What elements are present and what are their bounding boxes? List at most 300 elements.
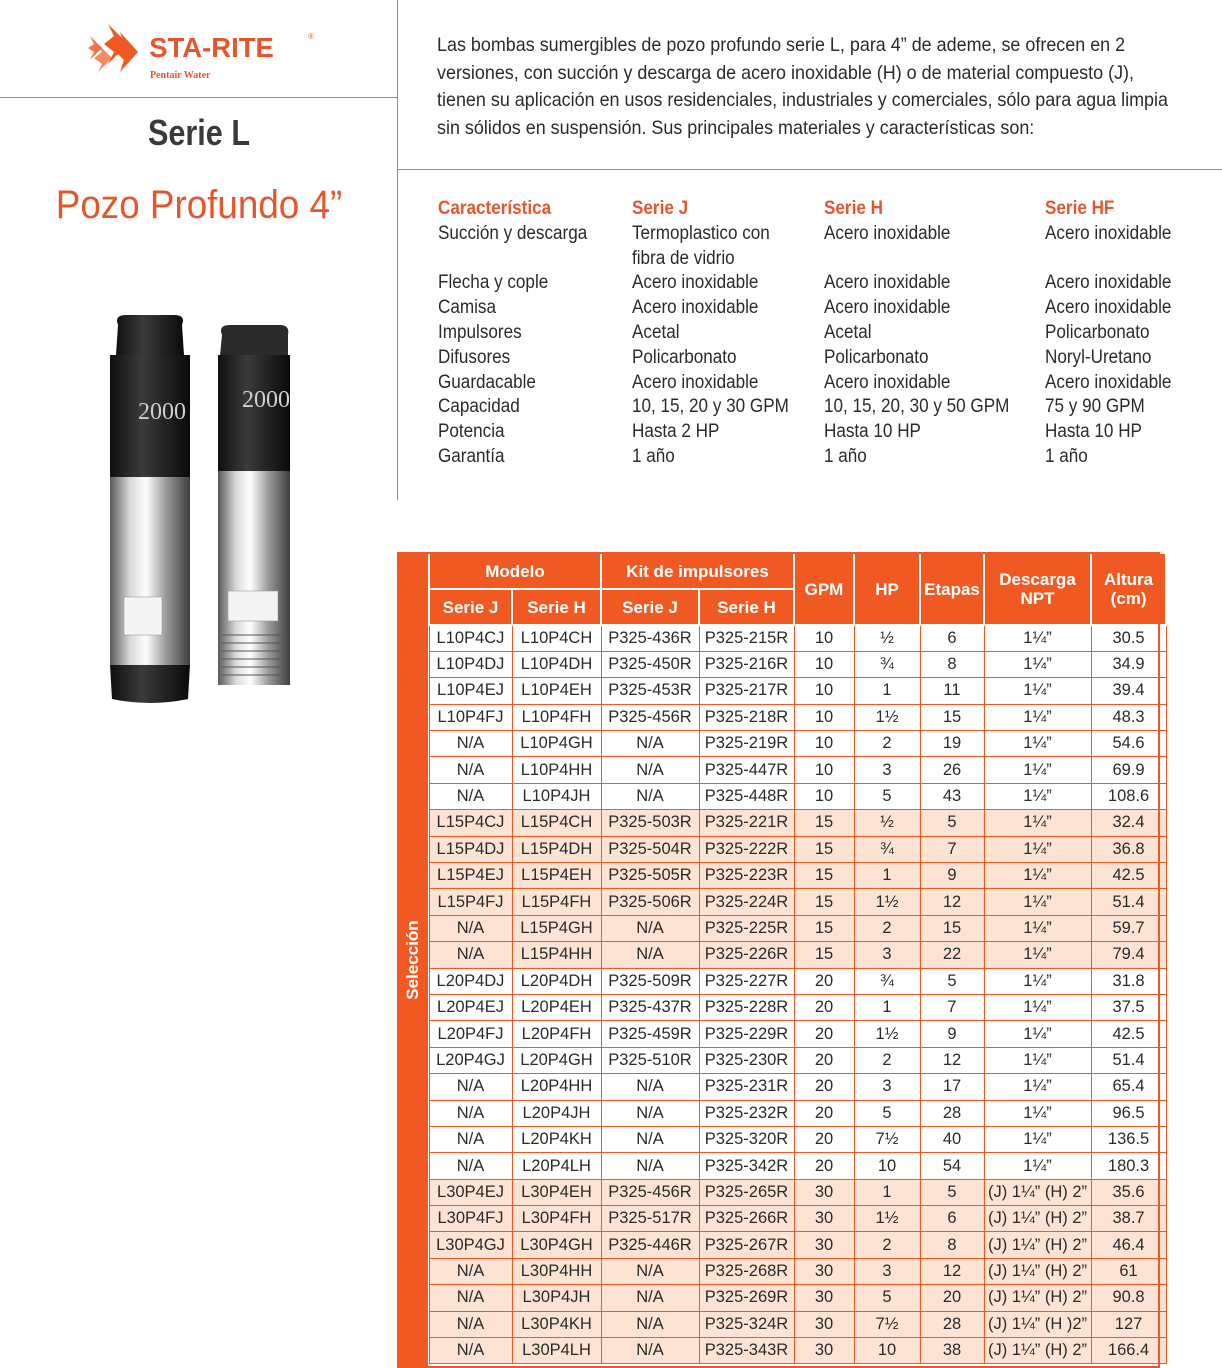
- cell-modelo-serie-h: L15P4CH: [512, 810, 601, 836]
- cell-kit-serie-j: P325-450R: [601, 651, 699, 677]
- cell-kit-serie-h: P325-267R: [699, 1232, 794, 1258]
- cell-kit-serie-h: P325-231R: [699, 1074, 794, 1100]
- char-header: Serie H: [824, 198, 883, 219]
- header-hp: HP: [854, 553, 920, 625]
- cell-altura: 48.3: [1091, 704, 1166, 730]
- cell-altura: 34.9: [1091, 651, 1166, 677]
- table-row: [429, 1311, 1166, 1337]
- char-label: Difusores: [438, 346, 511, 368]
- cell-kit-serie-j: N/A: [601, 783, 699, 809]
- cell-hp: 1: [854, 678, 920, 704]
- cell-hp: 7½: [854, 1311, 920, 1337]
- cell-hp: ¾: [854, 968, 920, 994]
- cell-kit-serie-h: P325-227R: [699, 968, 794, 994]
- cell-kit-serie-j: P325-503R: [601, 810, 699, 836]
- cell-gpm: 20: [794, 994, 854, 1020]
- char-label: Impulsores: [438, 321, 522, 343]
- cell-modelo-serie-h: L20P4FH: [512, 1021, 601, 1047]
- cell-kit-serie-j: N/A: [601, 1153, 699, 1179]
- cell-gpm: 30: [794, 1311, 854, 1337]
- char-col-serie-j: [632, 197, 789, 470]
- table-row: [429, 836, 1166, 862]
- cell-etapas: 28: [920, 1311, 984, 1337]
- char-label: Flecha y cople: [438, 272, 549, 294]
- cell-gpm: 10: [794, 651, 854, 677]
- cell-hp: 3: [854, 1074, 920, 1100]
- cell-kit-serie-h: P325-221R: [699, 810, 794, 836]
- char-col-serie-h: [824, 197, 1009, 470]
- cell-gpm: 20: [794, 1100, 854, 1126]
- cell-modelo-serie-j: N/A: [429, 757, 512, 783]
- table-row: [429, 783, 1166, 809]
- cell-kit-serie-h: P325-215R: [699, 625, 794, 651]
- cell-descarga: 1¼”: [984, 678, 1091, 704]
- table-row: [429, 1258, 1166, 1284]
- cell-descarga: (J) 1¼” (H) 2”: [984, 1258, 1091, 1284]
- cell-altura: 36.8: [1091, 836, 1166, 862]
- cell-etapas: 26: [920, 757, 984, 783]
- cell-hp: 1½: [854, 1021, 920, 1047]
- pump-right-label: 2000: [242, 387, 290, 413]
- brand-name: STA-RITE: [149, 32, 274, 63]
- cell-modelo-serie-j: L10P4FJ: [429, 704, 512, 730]
- cell-etapas: 11: [920, 678, 984, 704]
- cell-gpm: 20: [794, 968, 854, 994]
- cell-kit-serie-j: P325-506R: [601, 889, 699, 915]
- cell-modelo-serie-j: N/A: [429, 1100, 512, 1126]
- cell-modelo-serie-j: N/A: [429, 731, 512, 757]
- char-value: Policarbonato: [632, 346, 737, 368]
- cell-hp: 2: [854, 915, 920, 941]
- cell-gpm: 10: [794, 704, 854, 730]
- cell-hp: 3: [854, 942, 920, 968]
- char-value: Acero inoxidable: [1045, 272, 1172, 294]
- char-value: Acetal: [632, 321, 680, 343]
- cell-hp: 2: [854, 1232, 920, 1258]
- cell-modelo-serie-h: L30P4HH: [512, 1258, 601, 1284]
- cell-hp: 1: [854, 994, 920, 1020]
- cell-kit-serie-j: P325-436R: [601, 625, 699, 651]
- logo-mark-icon: [84, 24, 144, 80]
- cell-kit-serie-h: P325-448R: [699, 783, 794, 809]
- cell-kit-serie-j: P325-456R: [601, 704, 699, 730]
- cell-kit-serie-h: P325-230R: [699, 1047, 794, 1073]
- cell-altura: 31.8: [1091, 968, 1166, 994]
- cell-kit-serie-j: P325-509R: [601, 968, 699, 994]
- vertical-divider: [397, 0, 398, 500]
- cell-modelo-serie-j: L30P4EJ: [429, 1179, 512, 1205]
- selection-table: [428, 552, 1167, 1364]
- char-value: Acero inoxidable: [1045, 371, 1172, 393]
- char-col-serie-hf: [1045, 197, 1171, 470]
- left-horizontal-divider: [0, 97, 398, 98]
- cell-modelo-serie-h: L30P4JH: [512, 1285, 601, 1311]
- cell-hp: ½: [854, 810, 920, 836]
- cell-modelo-serie-j: L10P4EJ: [429, 678, 512, 704]
- cell-kit-serie-j: N/A: [601, 1126, 699, 1152]
- cell-modelo-serie-h: L30P4EH: [512, 1179, 601, 1205]
- cell-altura: 90.8: [1091, 1285, 1166, 1311]
- cell-kit-serie-h: P325-447R: [699, 757, 794, 783]
- cell-modelo-serie-h: L20P4GH: [512, 1047, 601, 1073]
- cell-kit-serie-h: P325-343R: [699, 1338, 794, 1364]
- cell-gpm: 10: [794, 731, 854, 757]
- cell-altura: 59.7: [1091, 915, 1166, 941]
- cell-modelo-serie-h: L20P4DH: [512, 968, 601, 994]
- cell-hp: 1: [854, 863, 920, 889]
- cell-altura: 166.4: [1091, 1338, 1166, 1364]
- cell-descarga: 1¼”: [984, 1021, 1091, 1047]
- cell-kit-serie-j: N/A: [601, 1074, 699, 1100]
- pump-left: [110, 315, 190, 703]
- cell-descarga: (J) 1¼” (H )2”: [984, 1311, 1091, 1337]
- header-kit-serie-j: Serie J: [601, 589, 699, 625]
- cell-hp: 10: [854, 1338, 920, 1364]
- cell-modelo-serie-j: L15P4EJ: [429, 863, 512, 889]
- cell-hp: 2: [854, 731, 920, 757]
- cell-altura: 38.7: [1091, 1206, 1166, 1232]
- table-row: [429, 757, 1166, 783]
- table-row: [429, 1047, 1166, 1073]
- table-row: [429, 678, 1166, 704]
- char-value: Acero inoxidable: [824, 371, 951, 393]
- cell-modelo-serie-j: N/A: [429, 1074, 512, 1100]
- cell-gpm: 20: [794, 1126, 854, 1152]
- cell-gpm: 10: [794, 783, 854, 809]
- table-row: [429, 968, 1166, 994]
- cell-modelo-serie-h: L10P4GH: [512, 731, 601, 757]
- table-row: [429, 1206, 1166, 1232]
- cell-descarga: 1¼”: [984, 1047, 1091, 1073]
- cell-kit-serie-j: P325-505R: [601, 863, 699, 889]
- cell-descarga: 1¼”: [984, 731, 1091, 757]
- cell-descarga: 1¼”: [984, 863, 1091, 889]
- cell-etapas: 15: [920, 915, 984, 941]
- table-row: [429, 1338, 1166, 1364]
- char-col-caracteristica: [438, 197, 587, 470]
- cell-altura: 127: [1091, 1311, 1166, 1337]
- cell-altura: 180.3: [1091, 1153, 1166, 1179]
- cell-kit-serie-h: P325-265R: [699, 1179, 794, 1205]
- cell-descarga: 1¼”: [984, 757, 1091, 783]
- cell-kit-serie-h: P325-324R: [699, 1311, 794, 1337]
- cell-gpm: 15: [794, 836, 854, 862]
- cell-descarga: 1¼”: [984, 942, 1091, 968]
- cell-modelo-serie-h: L20P4JH: [512, 1100, 601, 1126]
- cell-modelo-serie-j: N/A: [429, 1153, 512, 1179]
- char-value: Policarbonato: [1045, 321, 1150, 343]
- cell-kit-serie-j: N/A: [601, 731, 699, 757]
- cell-kit-serie-j: N/A: [601, 1285, 699, 1311]
- cell-hp: 3: [854, 757, 920, 783]
- cell-altura: 69.9: [1091, 757, 1166, 783]
- cell-etapas: 6: [920, 1206, 984, 1232]
- cell-hp: 1½: [854, 1206, 920, 1232]
- cell-modelo-serie-j: N/A: [429, 1285, 512, 1311]
- serie-title: Serie L: [147, 112, 251, 153]
- cell-gpm: 20: [794, 1074, 854, 1100]
- cell-modelo-serie-h: L30P4FH: [512, 1206, 601, 1232]
- cell-etapas: 5: [920, 810, 984, 836]
- seleccion-label-text: Selección: [402, 920, 422, 1000]
- selection-table-body: [429, 625, 1166, 1364]
- cell-descarga: (J) 1¼” (H) 2”: [984, 1179, 1091, 1205]
- cell-kit-serie-j: N/A: [601, 1338, 699, 1364]
- cell-etapas: 40: [920, 1126, 984, 1152]
- char-value: Hasta 10 HP: [1045, 421, 1142, 443]
- header-altura: Altura (cm): [1091, 553, 1166, 625]
- cell-modelo-serie-j: L20P4EJ: [429, 994, 512, 1020]
- cell-kit-serie-j: N/A: [601, 1311, 699, 1337]
- cell-kit-serie-j: N/A: [601, 942, 699, 968]
- cell-etapas: 17: [920, 1074, 984, 1100]
- cell-gpm: 10: [794, 625, 854, 651]
- header-gpm: GPM: [794, 553, 854, 625]
- cell-modelo-serie-h: L20P4KH: [512, 1126, 601, 1152]
- pump-illustration: [104, 315, 294, 715]
- cell-kit-serie-j: P325-459R: [601, 1021, 699, 1047]
- cell-descarga: 1¼”: [984, 968, 1091, 994]
- char-value: Hasta 2 HP: [632, 421, 720, 443]
- cell-modelo-serie-h: L30P4LH: [512, 1338, 601, 1364]
- header-modelo-serie-j: Serie J: [429, 589, 512, 625]
- table-row: [429, 1100, 1166, 1126]
- cell-descarga: (J) 1¼” (H) 2”: [984, 1206, 1091, 1232]
- cell-kit-serie-h: P325-219R: [699, 731, 794, 757]
- cell-modelo-serie-h: L10P4EH: [512, 678, 601, 704]
- cell-modelo-serie-h: L10P4FH: [512, 704, 601, 730]
- cell-modelo-serie-h: L30P4KH: [512, 1311, 601, 1337]
- cell-modelo-serie-h: L20P4LH: [512, 1153, 601, 1179]
- cell-altura: 136.5: [1091, 1126, 1166, 1152]
- cell-gpm: 30: [794, 1179, 854, 1205]
- cell-kit-serie-j: N/A: [601, 1100, 699, 1126]
- cell-gpm: 20: [794, 1047, 854, 1073]
- cell-modelo-serie-h: L20P4HH: [512, 1074, 601, 1100]
- cell-hp: ¾: [854, 651, 920, 677]
- char-label: Potencia: [438, 421, 505, 443]
- cell-descarga: 1¼”: [984, 836, 1091, 862]
- table-row: [429, 994, 1166, 1020]
- cell-descarga: 1¼”: [984, 651, 1091, 677]
- table-row: [429, 704, 1166, 730]
- cell-etapas: 28: [920, 1100, 984, 1126]
- cell-descarga: (J) 1¼” (H) 2”: [984, 1285, 1091, 1311]
- cell-modelo-serie-h: L10P4DH: [512, 651, 601, 677]
- cell-etapas: 8: [920, 1232, 984, 1258]
- cell-altura: 51.4: [1091, 889, 1166, 915]
- char-value: Acero inoxidable: [632, 371, 759, 393]
- cell-descarga: 1¼”: [984, 704, 1091, 730]
- table-row: [429, 625, 1166, 651]
- header-etapas: Etapas: [920, 553, 984, 625]
- cell-etapas: 6: [920, 625, 984, 651]
- table-row: [429, 1285, 1166, 1311]
- cell-modelo-serie-j: L15P4FJ: [429, 889, 512, 915]
- char-value: 1 año: [632, 445, 675, 467]
- cell-modelo-serie-j: N/A: [429, 1126, 512, 1152]
- cell-kit-serie-h: P325-232R: [699, 1100, 794, 1126]
- header-kit: Kit de impulsores: [601, 553, 794, 589]
- cell-modelo-serie-h: L10P4JH: [512, 783, 601, 809]
- table-row: [429, 810, 1166, 836]
- cell-modelo-serie-h: L15P4DH: [512, 836, 601, 862]
- cell-kit-serie-j: N/A: [601, 757, 699, 783]
- cell-hp: 1½: [854, 889, 920, 915]
- pump-left-label: 2000: [138, 399, 186, 425]
- cell-descarga: 1¼”: [984, 1074, 1091, 1100]
- cell-kit-serie-h: P325-225R: [699, 915, 794, 941]
- cell-kit-serie-h: P325-269R: [699, 1285, 794, 1311]
- cell-kit-serie-j: P325-453R: [601, 678, 699, 704]
- cell-descarga: 1¼”: [984, 915, 1091, 941]
- char-label: Succión y descarga: [438, 222, 588, 244]
- char-header: Característica: [438, 198, 552, 219]
- sta-rite-logo: [84, 22, 324, 84]
- table-row: [429, 651, 1166, 677]
- header-modelo-serie-h: Serie H: [512, 589, 601, 625]
- cell-hp: 5: [854, 1285, 920, 1311]
- table-row: [429, 1179, 1166, 1205]
- cell-kit-serie-j: P325-446R: [601, 1232, 699, 1258]
- cell-modelo-serie-h: L15P4FH: [512, 889, 601, 915]
- cell-hp: 7½: [854, 1126, 920, 1152]
- char-value: Hasta 10 HP: [824, 421, 921, 443]
- cell-etapas: 15: [920, 704, 984, 730]
- cell-kit-serie-h: P325-229R: [699, 1021, 794, 1047]
- char-value: Acero inoxidable: [824, 272, 951, 294]
- cell-altura: 51.4: [1091, 1047, 1166, 1073]
- cell-descarga: 1¼”: [984, 994, 1091, 1020]
- cell-gpm: 20: [794, 1021, 854, 1047]
- cell-hp: 10: [854, 1153, 920, 1179]
- char-value: 10, 15, 20 y 30 GPM: [632, 396, 789, 418]
- cell-altura: 96.5: [1091, 1100, 1166, 1126]
- cell-etapas: 5: [920, 968, 984, 994]
- cell-descarga: (J) 1¼” (H) 2”: [984, 1338, 1091, 1364]
- cell-etapas: 8: [920, 651, 984, 677]
- table-row: [429, 1074, 1166, 1100]
- cell-hp: 5: [854, 783, 920, 809]
- cell-hp: 5: [854, 1100, 920, 1126]
- cell-altura: 30.5: [1091, 625, 1166, 651]
- char-value: 10, 15, 20, 30 y 50 GPM: [824, 396, 1010, 418]
- cell-kit-serie-j: P325-456R: [601, 1179, 699, 1205]
- cell-modelo-serie-h: L10P4CH: [512, 625, 601, 651]
- cell-modelo-serie-h: L30P4GH: [512, 1232, 601, 1258]
- cell-kit-serie-j: P325-437R: [601, 994, 699, 1020]
- brand-subtitle: Pentair Water: [150, 70, 211, 81]
- cell-modelo-serie-j: N/A: [429, 1311, 512, 1337]
- char-value: 1 año: [1045, 445, 1088, 467]
- cell-modelo-serie-j: N/A: [429, 915, 512, 941]
- table-row: [429, 1126, 1166, 1152]
- cell-kit-serie-h: P325-223R: [699, 863, 794, 889]
- cell-hp: 2: [854, 1047, 920, 1073]
- cell-descarga: (J) 1¼” (H) 2”: [984, 1232, 1091, 1258]
- cell-altura: 79.4: [1091, 942, 1166, 968]
- cell-kit-serie-h: P325-228R: [699, 994, 794, 1020]
- cell-gpm: 15: [794, 810, 854, 836]
- cell-kit-serie-h: P325-320R: [699, 1126, 794, 1152]
- cell-modelo-serie-j: L10P4DJ: [429, 651, 512, 677]
- header-kit-serie-h: Serie H: [699, 589, 794, 625]
- char-label: Guardacable: [438, 371, 536, 393]
- cell-gpm: 30: [794, 1258, 854, 1284]
- cell-kit-serie-h: P325-222R: [699, 836, 794, 862]
- seleccion-side-label: [397, 552, 428, 1368]
- cell-gpm: 20: [794, 1153, 854, 1179]
- cell-etapas: 7: [920, 994, 984, 1020]
- cell-gpm: 10: [794, 678, 854, 704]
- cell-etapas: 43: [920, 783, 984, 809]
- char-value: Acero inoxidable: [824, 222, 951, 244]
- cell-kit-serie-j: P325-510R: [601, 1047, 699, 1073]
- cell-descarga: 1¼”: [984, 1153, 1091, 1179]
- cell-kit-serie-j: P325-504R: [601, 836, 699, 862]
- cell-gpm: 15: [794, 889, 854, 915]
- cell-modelo-serie-j: L10P4CJ: [429, 625, 512, 651]
- cell-descarga: 1¼”: [984, 810, 1091, 836]
- cell-etapas: 19: [920, 731, 984, 757]
- cell-altura: 61: [1091, 1258, 1166, 1284]
- cell-modelo-serie-j: N/A: [429, 783, 512, 809]
- cell-etapas: 12: [920, 1047, 984, 1073]
- table-row: [429, 915, 1166, 941]
- char-header: Serie J: [632, 198, 689, 219]
- cell-gpm: 30: [794, 1232, 854, 1258]
- char-value: Acero inoxidable: [824, 297, 951, 319]
- table-row: [429, 1021, 1166, 1047]
- cell-modelo-serie-j: N/A: [429, 1338, 512, 1364]
- char-value: Acero inoxidable: [632, 297, 759, 319]
- cell-altura: 39.4: [1091, 678, 1166, 704]
- cell-gpm: 15: [794, 915, 854, 941]
- cell-gpm: 15: [794, 863, 854, 889]
- table-row: [429, 731, 1166, 757]
- cell-modelo-serie-j: L30P4FJ: [429, 1206, 512, 1232]
- char-label: Camisa: [438, 297, 496, 319]
- cell-modelo-serie-h: L10P4HH: [512, 757, 601, 783]
- cell-modelo-serie-j: N/A: [429, 1258, 512, 1284]
- cell-kit-serie-j: N/A: [601, 1258, 699, 1284]
- cell-altura: 46.4: [1091, 1232, 1166, 1258]
- cell-etapas: 20: [920, 1285, 984, 1311]
- cell-kit-serie-j: N/A: [601, 915, 699, 941]
- cell-kit-serie-h: P325-217R: [699, 678, 794, 704]
- cell-hp: ¾: [854, 836, 920, 862]
- char-header: Serie HF: [1045, 198, 1115, 219]
- cell-descarga: 1¼”: [984, 889, 1091, 915]
- cell-hp: 1½: [854, 704, 920, 730]
- cell-modelo-serie-j: L30P4GJ: [429, 1232, 512, 1258]
- cell-kit-serie-h: P325-218R: [699, 704, 794, 730]
- cell-etapas: 7: [920, 836, 984, 862]
- cell-descarga: 1¼”: [984, 1126, 1091, 1152]
- char-value: 1 año: [824, 445, 867, 467]
- char-value: Acero inoxidable: [632, 272, 759, 294]
- cell-hp: ½: [854, 625, 920, 651]
- cell-hp: 1: [854, 1179, 920, 1205]
- cell-altura: 108.6: [1091, 783, 1166, 809]
- cell-modelo-serie-h: L15P4HH: [512, 942, 601, 968]
- header-modelo: Modelo: [429, 553, 601, 589]
- cell-altura: 42.5: [1091, 863, 1166, 889]
- cell-descarga: 1¼”: [984, 625, 1091, 651]
- cell-altura: 32.4: [1091, 810, 1166, 836]
- right-horizontal-divider: [398, 169, 1222, 170]
- cell-modelo-serie-h: L15P4GH: [512, 915, 601, 941]
